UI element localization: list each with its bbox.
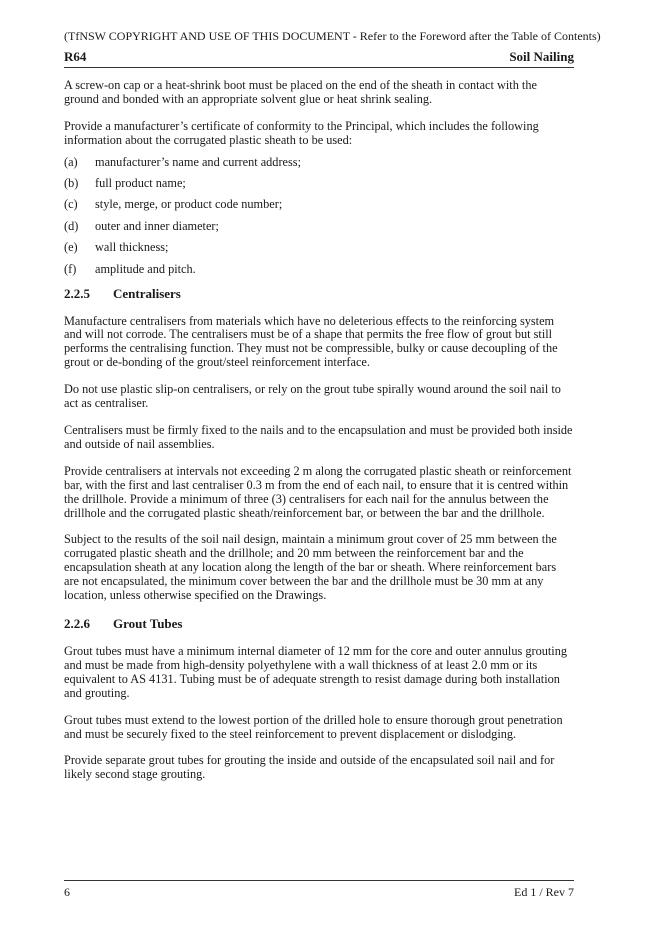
list-item-text: full product name;	[95, 176, 186, 191]
list-item-label: (c)	[64, 197, 78, 212]
list-item-label: (e)	[64, 240, 78, 255]
section-title: Grout Tubes	[113, 615, 183, 631]
list-item	[64, 262, 574, 276]
paragraph: Subject to the results of the soil nail design, maintain a minimum grout cover of 25 mm between the corrugated plastic sheath and the drillhole; and 20 mm between the reinforcement bar and the encapsulation sheath at any location along the length of the bar or sheath. Where reinforcement bars are not encapsulated, the minimum cover between the bar and the drillhole must be 30 mm at any location, unless otherwise specified on the Drawings.	[64, 532, 557, 603]
paragraph: Manufacture centralisers from materials which have no deleterious effects to the reinforcing system and will not corrode. The centralisers must be of a shape that permits the free flow of grout but still performs the centralising function. They must not be compressible, bulky or cause decoupling of the grout or de-bonding of the grout/steel reinforcement interface.	[64, 313, 558, 370]
list-item	[64, 219, 574, 233]
list-item	[64, 197, 574, 211]
list-item	[64, 155, 574, 169]
list-item-label: (a)	[64, 154, 78, 169]
section-number: 2.2.5	[64, 285, 90, 301]
section-number: 2.2.6	[64, 615, 90, 631]
paragraph: Grout tubes must extend to the lowest portion of the drilled hole to ensure thorough grout penetration and must be securely fixed to the steel reinforcement to prevent displacement or dislodging.	[64, 712, 563, 741]
copyright-notice: (TfNSW COPYRIGHT AND USE OF THIS DOCUMENT - Refer to the Foreword after the Table of Contents)	[64, 29, 601, 43]
paragraph: Provide separate grout tubes for grouting the inside and outside of the encapsulated soil nail and for likely second stage grouting.	[64, 753, 555, 782]
paragraph: Centralisers must be firmly fixed to the nails and to the encapsulation and must be provided both inside and outside of nail assemblies.	[64, 423, 573, 451]
paragraph: A screw-on cap or a heat-shrink boot must be placed on the end of the sheath in contact with the ground and bonded with an appropriate solvent glue or heat shrink sealing.	[64, 78, 537, 106]
section-title: Centralisers	[113, 285, 181, 301]
list-item-text: amplitude and pitch.	[95, 261, 196, 276]
edition-revision: Ed 1 / Rev 7	[514, 885, 574, 899]
list-item-text: outer and inner diameter;	[95, 218, 219, 233]
spec-code: R64	[64, 49, 87, 64]
list-item-label: (b)	[64, 176, 79, 191]
list-item	[64, 176, 574, 190]
footer-divider	[64, 880, 574, 881]
certificate-requirements-list	[64, 155, 574, 276]
paragraph: Provide a manufacturer’s certificate of conformity to the Principal, which includes the following information about the corrugated plastic sheath to be used:	[64, 118, 539, 147]
list-item-text: style, merge, or product code number;	[95, 197, 283, 212]
section-heading-grout-tubes	[64, 616, 574, 632]
paragraph: Do not use plastic slip-on centralisers, or rely on the grout tube spirally wound around the soil nail to act as centraliser.	[64, 382, 561, 411]
header-divider	[64, 67, 574, 68]
list-item-text: wall thickness;	[95, 240, 169, 255]
page-content	[64, 79, 574, 795]
list-item-label: (f)	[64, 261, 77, 276]
list-item-label: (d)	[64, 218, 79, 233]
paragraph: Grout tubes must have a minimum internal diameter of 12 mm for the core and outer annulus grouting and must be made from high-density polyethylene with a wall thickness of at least 2.0 mm or its equivalent to AS 4131. Tubing must be of adequate strength to resist damage during both installation and grouting.	[64, 643, 568, 700]
list-item-text: manufacturer’s name and current address;	[95, 154, 301, 169]
list-item	[64, 240, 574, 254]
page-number: 6	[64, 885, 70, 899]
section-heading-centralisers	[64, 286, 574, 302]
spec-title: Soil Nailing	[509, 49, 574, 64]
paragraph: Provide centralisers at intervals not exceeding 2 m along the corrugated plastic sheath or reinforcement bar, with the first and last centraliser 0.3 m from the end of each nail, to ensure that it is centred within the drillhole. Provide a minimum of three (3) centralisers for each nail for the annulus between the drillhole and the corrugated plastic sheath/reinforcement bar, or between the bar and the drillhole.	[64, 463, 572, 520]
